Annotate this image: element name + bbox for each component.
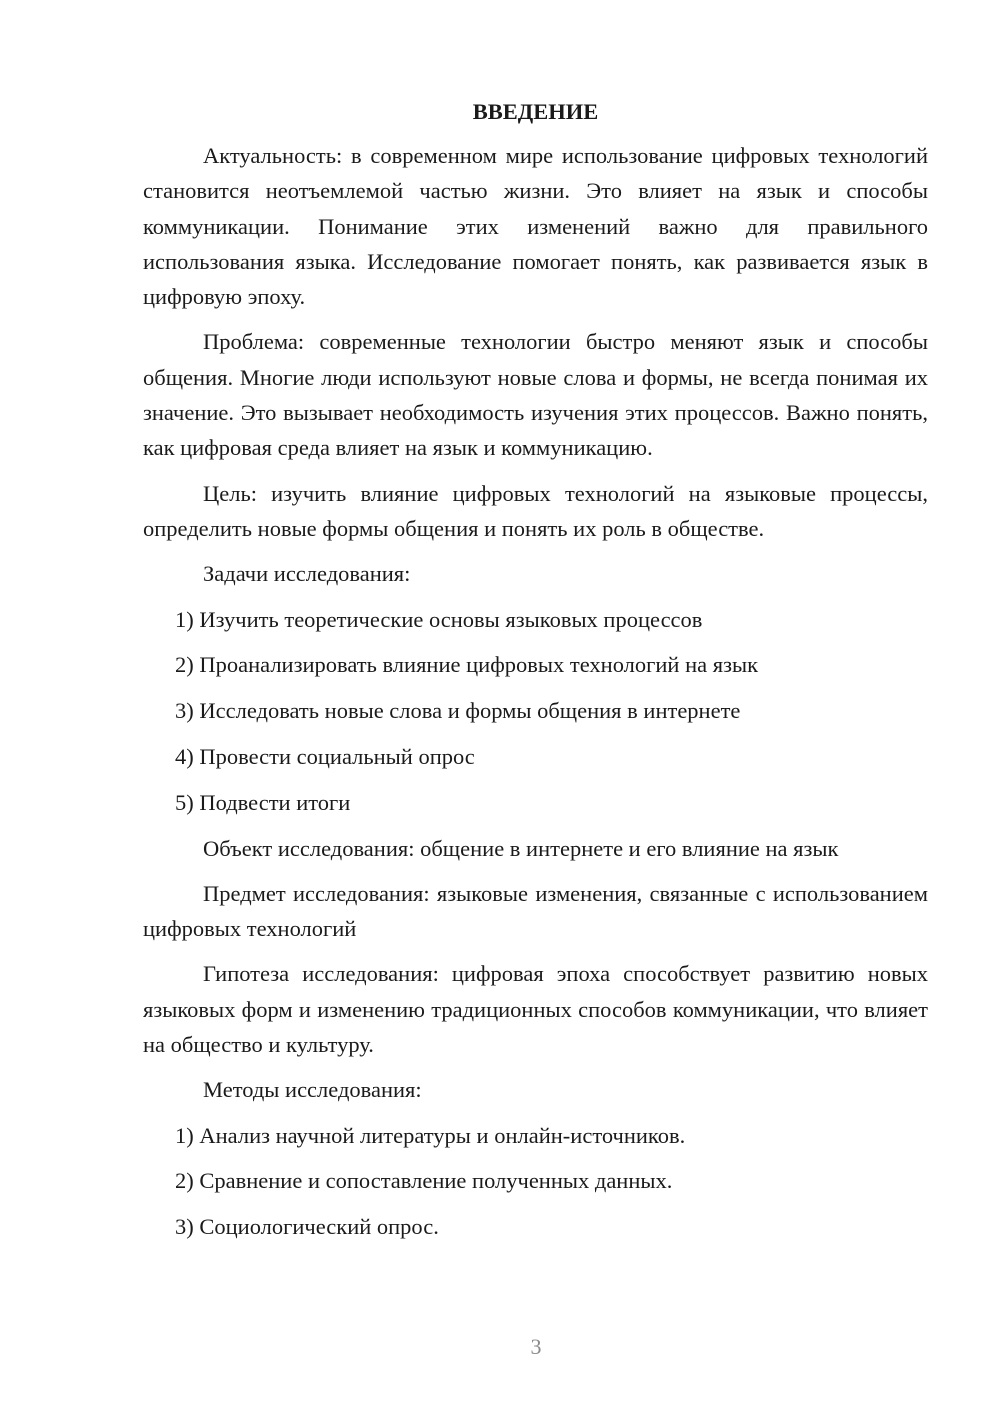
methods-heading: Методы исследования:: [203, 1077, 422, 1103]
list-item: 2) Сравнение и сопоставление полученных данных.: [175, 1168, 673, 1194]
hypothesis-paragraph: Гипотеза исследования: цифровая эпоха способствует развитию новых языковых форм и изменению традиционных способов коммуникации, что влияет на общество и культуру.: [143, 961, 928, 1058]
relevance-paragraph: Актуальность: в современном мире использование цифровых технологий становится неотъемлемой частью жизни. Это влияет на язык и способы коммуникации. Понимание этих изменений важно для правильного использования языка. Исследование помогает понять, как развивается язык в цифровую эпоху.: [143, 143, 928, 310]
list-item: 1) Изучить теоретические основы языковых процессов: [175, 606, 703, 632]
problem-paragraph: Проблема: современные технологии быстро меняют язык и способы общения. Многие люди используют новые слова и формы, не всегда понимая их значение. Это вызывает необходимость изучения этих процессов. Важно понять, как цифровая среда влияет на язык и коммуникацию.: [143, 329, 928, 461]
tasks-list: [143, 602, 928, 820]
list-item: 1) Анализ научной литературы и онлайн-источников.: [175, 1122, 686, 1148]
list-item: 4) Провести социальный опрос: [175, 743, 475, 769]
list-item: 2) Проанализировать влияние цифровых технологий на язык: [175, 652, 759, 678]
methods-list: [143, 1118, 928, 1245]
section-title: ВВЕДЕНИЕ: [472, 99, 599, 124]
list-item: 3) Исследовать новые слова и формы общения в интернете: [175, 698, 741, 724]
page-number: 3: [530, 1334, 542, 1359]
tasks-heading: Задачи исследования:: [203, 561, 411, 587]
subject-paragraph: Предмет исследования: языковые изменения, связанные с использованием цифровых технологий: [143, 880, 928, 942]
list-item: 5) Подвести итоги: [175, 789, 351, 815]
goal-paragraph: Цель: изучить влияние цифровых технологий на языковые процессы, определить новые формы общения и понять их роль в обществе.: [143, 480, 928, 541]
page-content: [143, 96, 928, 1255]
object-paragraph: Объект исследования: общение в интернете и его влияние на язык: [203, 835, 839, 861]
list-item: 3) Социологический опрос.: [175, 1214, 439, 1240]
